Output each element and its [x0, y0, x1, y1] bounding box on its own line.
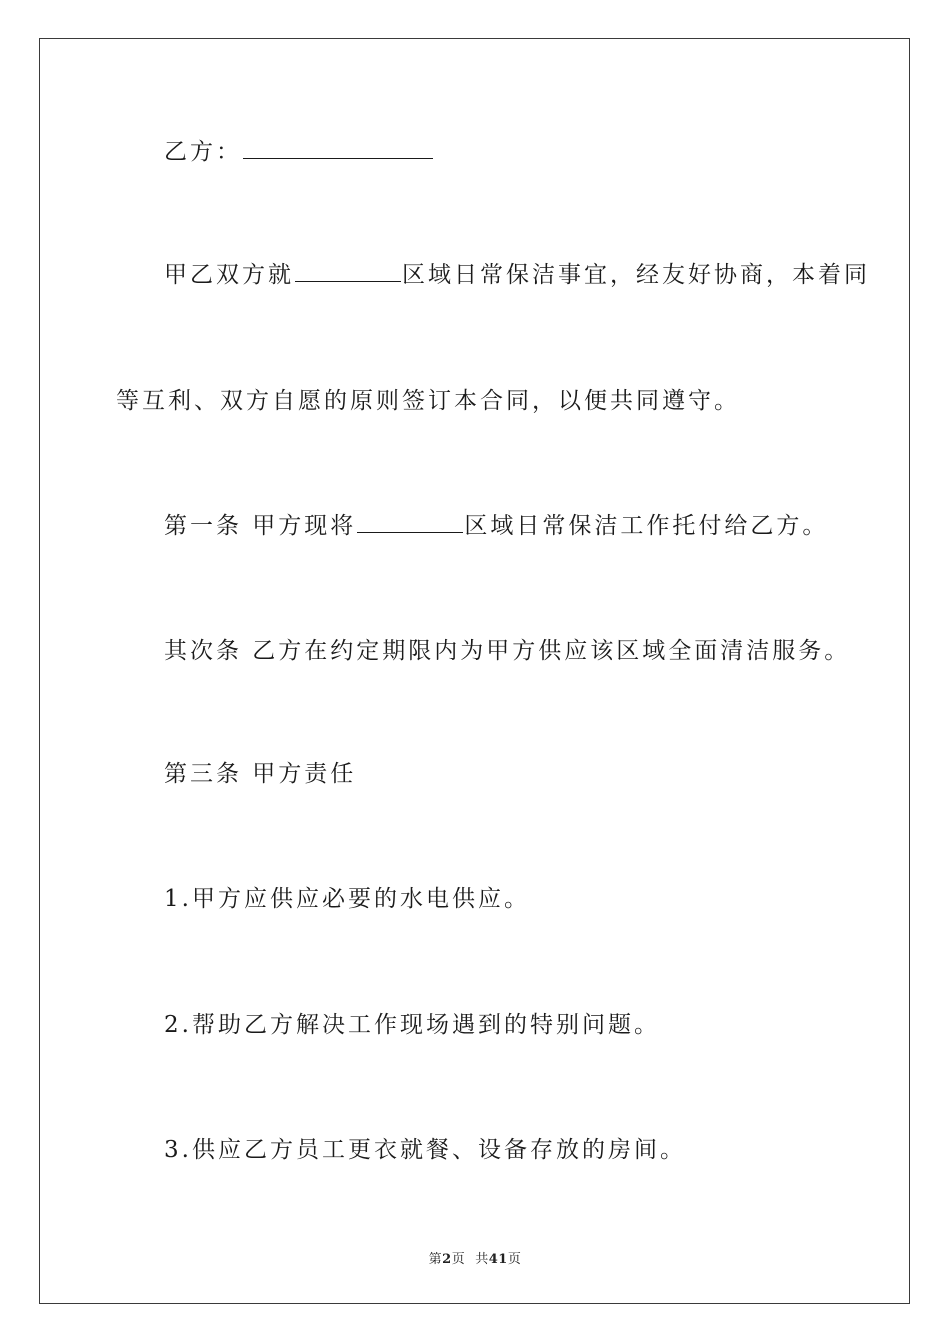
total-count: 41 — [488, 1252, 508, 1267]
article-1-end: 区域日常保洁工作托付给乙方。 — [464, 513, 829, 539]
article-2 — [164, 636, 850, 666]
total-pages — [475, 1252, 521, 1267]
area-blank-1 — [295, 261, 401, 282]
intro-line-1-end: 区域日常保洁事宜，经友好协商，本着同 — [402, 262, 870, 288]
article-3-heading — [164, 759, 356, 789]
page-prefix: 第 — [428, 1252, 443, 1267]
item-2-text: 2.帮助乙方解决工作现场遇到的特别问题。 — [164, 1012, 660, 1038]
list-item — [164, 1135, 686, 1165]
list-item — [164, 884, 530, 914]
list-item — [164, 1010, 660, 1040]
party-b-line — [164, 137, 434, 167]
item-1-text: 1.甲方应供应必要的水电供应。 — [164, 886, 530, 912]
party-b-blank — [243, 138, 433, 159]
area-blank-2 — [357, 512, 463, 533]
intro-line-1-start: 甲乙双方就 — [164, 262, 294, 288]
article-1 — [164, 511, 828, 541]
party-b-label: 乙方： — [164, 139, 242, 165]
article-3-text: 第三条 甲方责任 — [164, 761, 357, 787]
intro-line-1 — [164, 260, 870, 290]
intro-line-2 — [116, 386, 740, 416]
page-suffix: 页 — [451, 1252, 466, 1267]
page-footer — [0, 1248, 950, 1267]
page-border — [39, 38, 910, 1304]
page-number — [429, 1252, 466, 1267]
intro-line-2-text: 等互利、双方自愿的原则签订本合同，以便共同遵守。 — [116, 388, 740, 414]
current-page: 2 — [442, 1252, 452, 1267]
total-suffix: 页 — [507, 1252, 522, 1267]
total-prefix: 共 — [475, 1252, 489, 1267]
article-2-text: 其次条 乙方在约定期限内为甲方供应该区域全面清洁服务。 — [164, 638, 851, 664]
article-1-start: 第一条 甲方现将 — [164, 513, 357, 539]
item-3-text: 3.供应乙方员工更衣就餐、设备存放的房间。 — [164, 1137, 686, 1163]
